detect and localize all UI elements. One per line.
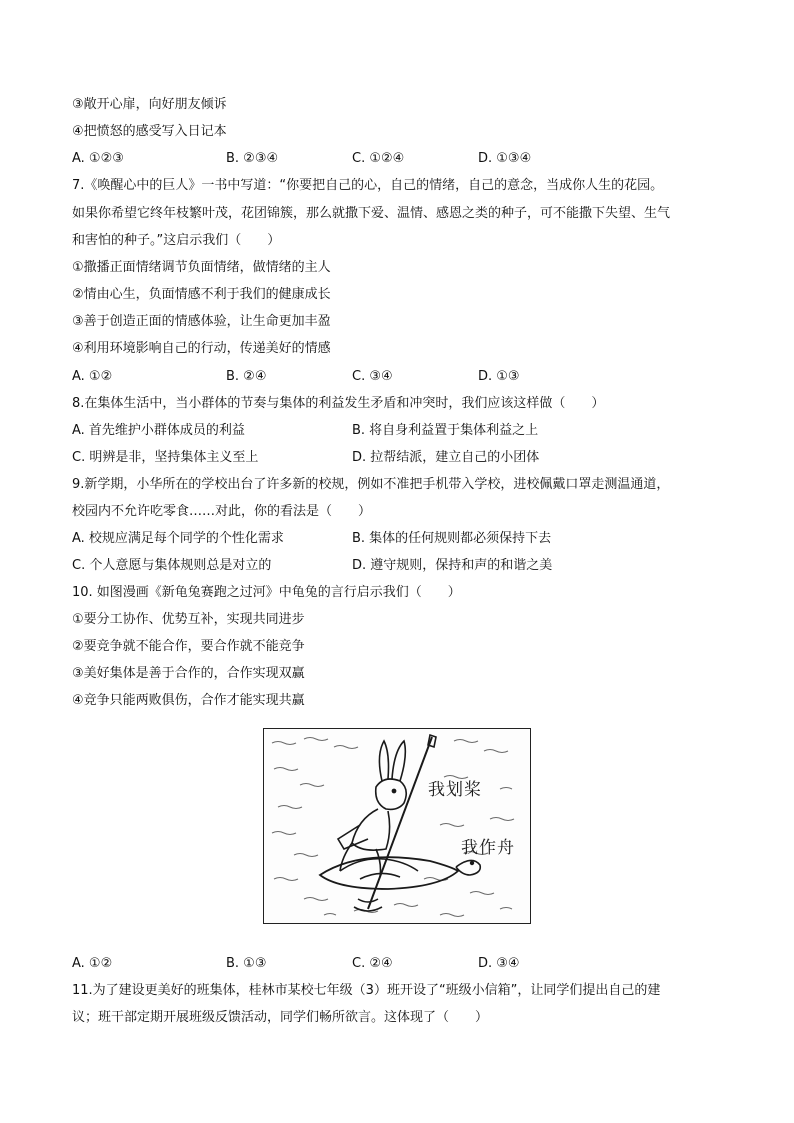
choice-d: D. ①③④ <box>478 151 532 166</box>
q9-stem-line1: 9.新学期，小华所在的学校出台了许多新的校规，例如不准把手机带入学校，进校佩戴口罩走测温通道， <box>72 477 670 492</box>
q8-stem: 8.在集体生活中，当小群体的节奏与集体的利益发生矛盾和冲突时，我们应该这样做（ ） <box>72 396 605 411</box>
choice-a: A. 校规应满足每个同学的个性化需求 <box>72 531 284 546</box>
q7-stem-line3: 和害怕的种子。”这启示我们（ ） <box>72 233 281 248</box>
choice-d: D. 拉帮结派，建立自己的小团体 <box>352 450 540 465</box>
choice-b: B. ②③④ <box>226 151 279 166</box>
q7-option-2: ②情由心生，负面情感不利于我们的健康成长 <box>72 287 331 302</box>
choice-b: B. 集体的任何规则都必须保持下去 <box>352 531 552 546</box>
q6-option-4: ④把愤怒的感受写入日记本 <box>72 124 227 139</box>
q10-option-4: ④竞争只能两败俱伤，合作才能实现共赢 <box>72 693 305 708</box>
q10-option-2: ②要竞争就不能合作，要合作就不能竞争 <box>72 639 305 654</box>
choice-a: A. ①②③ <box>72 151 124 166</box>
q9-choices-row2 <box>72 557 732 575</box>
q8-choices-row1 <box>72 422 732 440</box>
q6-choices <box>72 150 732 168</box>
choice-a: A. ①② <box>72 369 113 384</box>
q6-option-3: ③敞开心扉，向好朋友倾诉 <box>72 97 227 112</box>
choice-a: A. ①② <box>72 956 113 971</box>
choice-d: D. ①③ <box>478 369 520 384</box>
choice-d: D. ③④ <box>478 956 520 971</box>
q11-stem-line2: 议；班干部定期开展班级反馈活动，同学们畅所欲言。这体现了（ ） <box>72 1010 489 1025</box>
rabbit-and-turtle <box>320 735 480 911</box>
q10-stem: 10. 如图漫画《新龟兔赛跑之过河》中龟兔的言行启示我们（ ） <box>72 585 461 600</box>
comic-drawing <box>264 729 531 924</box>
q7-choices <box>72 368 732 386</box>
q9-stem-line2: 校园内不允许吃零食……对此，你的看法是（ ） <box>72 504 372 519</box>
choice-d: D. 遵守规则，保持和声的和谐之美 <box>352 558 553 573</box>
caption-rabbit: 我划桨 <box>428 780 482 800</box>
choice-c: C. ②④ <box>352 956 393 971</box>
choice-c: C. 明辨是非，坚持集体主义至上 <box>72 450 259 465</box>
q11-stem-line1: 11.为了建设更美好的班集体，桂林市某校七年级（3）班开设了“班级小信箱”，让同学们提出自己的建 <box>72 983 661 998</box>
q7-stem-line1: 7.《唤醒心中的巨人》一书中写道：“你要把自己的心，自己的情绪，自己的意念，当成你人生的花园。 <box>72 178 664 193</box>
q7-option-1: ①撒播正面情绪调节负面情绪，做情绪的主人 <box>72 260 331 275</box>
q10-option-3: ③美好集体是善于合作的，合作实现双赢 <box>72 666 305 681</box>
caption-turtle: 我作舟 <box>461 838 515 858</box>
q10-choices <box>72 955 732 973</box>
choice-c: C. ③④ <box>352 369 393 384</box>
q7-option-3: ③善于创造正面的情感体验，让生命更加丰盈 <box>72 314 331 329</box>
choice-b: B. ①③ <box>226 956 267 971</box>
q7-stem-line2: 如果你希望它终年枝繁叶茂，花团锦簇，那么就撒下爱、温情、感恩之类的种子，可不能撒下失望、生气 <box>72 206 671 221</box>
q8-choices-row2 <box>72 449 732 467</box>
q9-choices-row1 <box>72 530 732 548</box>
choice-b: B. 将自身利益置于集体利益之上 <box>352 423 539 438</box>
choice-c: C. 个人意愿与集体规则总是对立的 <box>72 558 272 573</box>
q10-option-1: ①要分工协作、优势互补，实现共同进步 <box>72 612 305 627</box>
choice-a: A. 首先维护小群体成员的利益 <box>72 423 245 438</box>
choice-b: B. ②④ <box>226 369 267 384</box>
choice-c: C. ①②④ <box>352 151 405 166</box>
comic-turtle-rabbit-crossing-river <box>263 728 531 924</box>
q7-option-4: ④利用环境影响自己的行动，传递美好的情感 <box>72 341 331 356</box>
